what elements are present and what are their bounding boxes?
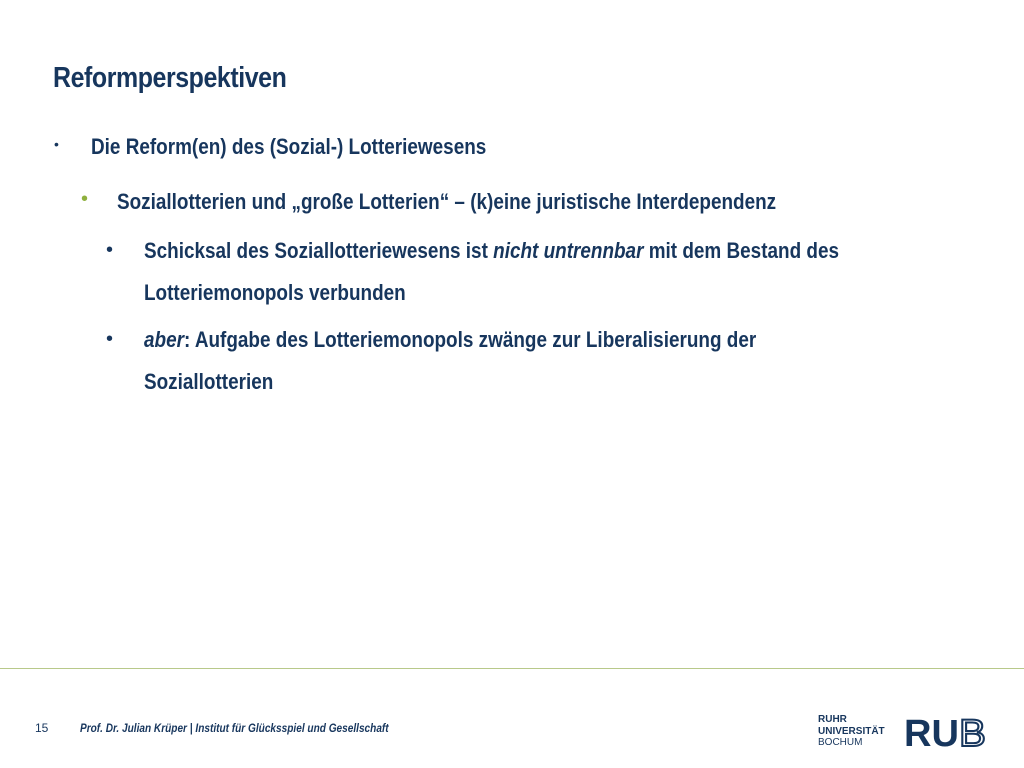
rub-logo-b: B [959,715,986,749]
bullet-level1-text: Die Reform(en) des (Sozial-) Lotteriewesens [91,134,487,159]
logo-line-universitaet: UNIVERSITÄT [818,725,885,737]
emphasis-text: aber [144,327,184,352]
bullet-level2-text: Soziallotterien und „große Lotterien“ – (k)eine juristische Interdependenz [117,189,777,214]
logo-line-bochum: BOCHUM [818,737,863,748]
bullet-level3-line1 [144,319,756,361]
slide-title: Reformperspektiven [53,62,287,94]
bullet-level3-line1 [144,230,839,272]
bullet-level3-line2: Soziallotterien [144,369,274,394]
text-segment: Schicksal des Soziallotteriewesens ist [144,238,494,263]
bullet-level3-text [144,230,839,314]
footer-author-institute: Prof. Dr. Julian Krüper | Institut für Glücksspiel und Gesellschaft [80,721,389,735]
bullet-marker-green: • [81,188,89,210]
university-logo [818,714,988,750]
bullet-marker: • [106,239,114,261]
emphasis-text: nicht untrennbar [493,238,644,263]
bullet-marker: • [106,328,114,350]
text-segment: mit dem Bestand des [643,238,840,263]
logo-wordmark [818,714,885,749]
logo-line-ruhr: RUHR [818,714,847,725]
page-number: 15 [35,721,49,735]
bullet-level3-text [144,319,756,403]
rub-logo-ru: RU [904,715,959,749]
bullet-marker: • [54,136,59,152]
bullet-level3-line2: Lotteriemonopols verbunden [144,280,406,305]
footer-divider [0,668,1024,669]
text-segment: : Aufgabe des Lotteriemonopols zwänge zur Liberalisierung der [183,327,757,352]
rub-logo-mark [904,715,988,749]
